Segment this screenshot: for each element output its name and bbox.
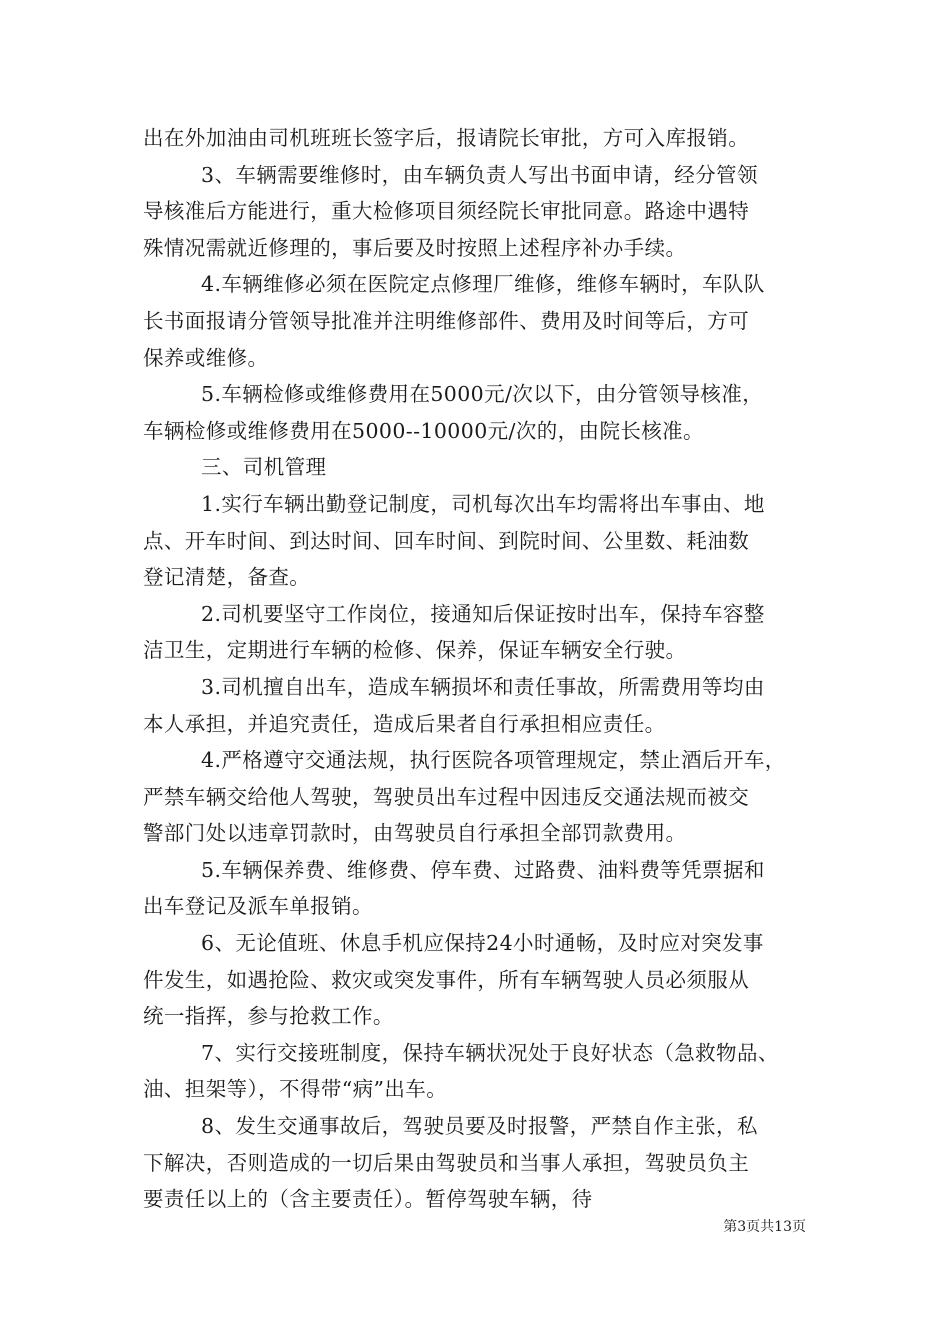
text-line: 本人承担，并追究责任，造成后果者自行承担相应责任。 [143,711,666,736]
text-line: 4.严格遵守交通法规，执行医院各项管理规定，禁止酒后开车， [201,748,786,773]
section-heading: 三、司机管理 [201,455,327,480]
text-line: 导核准后方能进行，重大检修项目须经院长审批同意。路途中遇特 [143,199,750,224]
text-line: 5.车辆保养费、维修费、停车费、过路费、油料费等凭票据和 [201,857,765,882]
text-line: 1.实行车辆出勤登记制度，司机每次出车均需将出车事由、地 [201,491,765,516]
text-line: 严禁车辆交给他人驾驶，驾驶员出车过程中因违反交通法规而被交 [143,784,750,809]
text-line: 保养或维修。 [143,345,269,370]
text-line: 车辆检修或维修费用在5000--10000元/次的，由院长核准。 [143,418,704,443]
text-line: 长书面报请分管领导批准并注明维修部件、费用及时间等后，方可 [143,308,750,333]
page-number: 第3页共13页 [723,1219,806,1235]
text-line: 5.车辆检修或维修费用在5000元/次以下，由分管领导核准， [201,382,764,407]
text-line: 3.司机擅自出车，造成车辆损坏和责任事故，所需费用等均由 [201,674,765,699]
text-line: 登记清楚，备查。 [143,565,311,590]
text-line: 洁卫生，定期进行车辆的检修、保养，保证车辆安全行驶。 [143,638,687,663]
text-line: 油、担架等），不得带“病”出车。 [143,1077,448,1102]
text-line: 2.司机要坚守工作岗位，接通知后保证按时出车，保持车容整 [201,601,765,626]
text-line: 警部门处以违章罚款时，由驾驶员自行承担全部罚款费用。 [143,821,687,846]
text-line: 要责任以上的（含主要责任）。暂停驾驶车辆，待 [143,1187,593,1212]
text-line: 出车登记及派车单报销。 [143,894,373,919]
text-line: 8、发生交通事故后，驾驶员要及时报警，严禁自作主张，私 [201,1114,758,1139]
text-line: 下解决，否则造成的一切后果由驾驶员和当事人承担，驾驶员负主 [143,1150,750,1175]
text-line: 出在外加油由司机班班长签字后，报请院长审批，方可入库报销。 [143,126,750,150]
text-line: 殊情况需就近修理的，事后要及时按照上述程序补办手续。 [143,235,687,260]
text-line: 统一指挥，参与抢救工作。 [143,1004,394,1029]
text-line: 7、实行交接班制度，保持车辆状况处于良好状态（急救物品、 [201,1040,779,1065]
body-text [143,120,811,1218]
text-line: 3、车辆需要维修时，由车辆负责人写出书面申请，经分管领 [201,162,758,187]
text-line: 6、无论值班、休息手机应保持24小时通畅，及时应对突发事 [201,931,764,956]
text-line: 4.车辆维修必须在医院定点修理厂维修，维修车辆时，车队队 [201,272,765,297]
text-line: 点、开车时间、到达时间、回车时间、到院时间、公里数、耗油数 [143,528,750,553]
text-line: 件发生，如遇抢险、救灾或突发事件，所有车辆驾驶人员必须服从 [143,967,750,992]
